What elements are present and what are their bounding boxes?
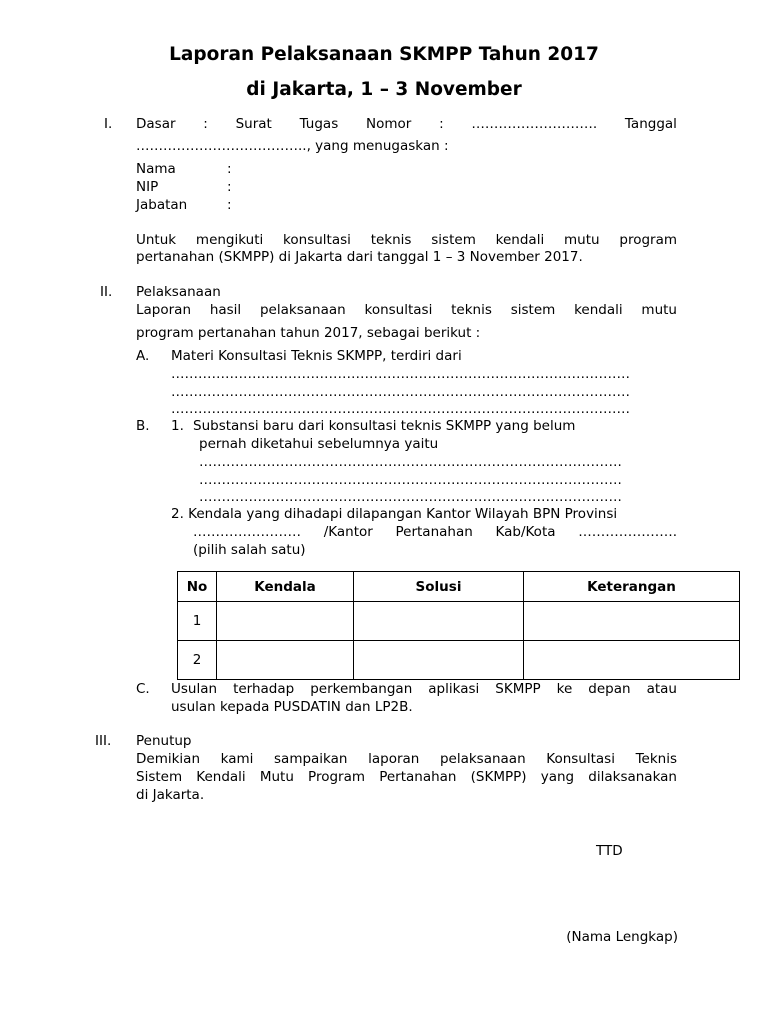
table-header-row — [178, 572, 740, 602]
item-c-label: C. — [136, 681, 150, 697]
item-b1-dots: …………………………………………………………………………………. — [199, 472, 622, 488]
penutup-line-2: Sistem Kendali Mutu Program Pertanahan (SKMPP) yang dilaksanakan — [136, 769, 677, 785]
dasar-colon: : — [203, 116, 208, 132]
title-line-2: di Jakarta, 1 – 3 November — [246, 79, 522, 100]
item-a-dots: ………………………………………………………………………………………… — [171, 401, 630, 417]
dasar-word: Surat — [235, 116, 272, 132]
field-label-nip: NIP — [136, 179, 159, 195]
signature-ttd: TTD — [596, 843, 623, 859]
item-b1-text-line-2: pernah diketahui sebelumnya yaitu — [199, 436, 439, 452]
section-2-heading: Pelaksanaan — [136, 284, 221, 300]
item-a-label: A. — [136, 348, 150, 364]
menugaskan-line: ……………………………….., yang menugaskan : — [136, 138, 449, 154]
dasar-word: Nomor — [365, 116, 412, 132]
field-label-jabatan: Jabatan — [136, 197, 188, 213]
pelaksanaan-intro-line-1: Laporan hasil pelaksanaan konsultasi teknis sistem kendali mutu — [136, 302, 677, 318]
dasar-word: Dasar — [136, 116, 176, 132]
purpose-paragraph-line-1: Untuk mengikuti konsultasi teknis sistem kendali mutu program — [136, 232, 677, 248]
item-a-dots: ………………………………………………………………………………………… — [171, 384, 630, 400]
table-cell-solusi — [354, 641, 524, 680]
pelaksanaan-intro-line-2: program pertanahan tahun 2017, sebagai berikut : — [136, 325, 481, 341]
signature-name: (Nama Lengkap) — [566, 929, 678, 945]
table-cell-keterangan — [524, 641, 740, 680]
nomor-placeholder-dots: ………………………. — [471, 116, 598, 132]
item-a-dots: ………………………………………………………………………………………… — [171, 366, 630, 382]
kendala-table — [177, 571, 740, 680]
item-c-line-1: Usulan terhadap perkembangan aplikasi SKMPP ke depan atau — [171, 681, 677, 697]
table-cell-no: 1 — [178, 602, 217, 641]
section-3-numeral: III. — [95, 733, 112, 749]
item-b1-dots: …………………………………………………………………………………. — [199, 489, 622, 505]
dasar-line — [136, 115, 677, 133]
field-colon: : — [227, 179, 232, 195]
table-cell-solusi — [354, 602, 524, 641]
item-b-label: B. — [136, 418, 150, 434]
item-b1-number: 1. — [171, 418, 184, 434]
item-b2-line-1: 2. Kendala yang dihadapi dilapangan Kantor Wilayah BPN Provinsi — [171, 506, 618, 522]
penutup-line-3: di Jakarta. — [136, 787, 205, 803]
section-1-numeral: I. — [104, 116, 113, 132]
dasar-colon: : — [439, 116, 444, 132]
item-b2-line-3: (pilih salah satu) — [193, 542, 306, 558]
table-cell-no: 2 — [178, 641, 217, 680]
table-cell-keterangan — [524, 602, 740, 641]
penutup-line-1: Demikian kami sampaikan laporan pelaksanaan Konsultasi Teknis — [136, 751, 677, 767]
table-header-kendala: Kendala — [217, 572, 354, 602]
dasar-word: Tugas — [299, 116, 339, 132]
item-c-line-2: usulan kepada PUSDATIN dan LP2B. — [171, 699, 413, 715]
item-b1-dots: …………………………………………………………………………………. — [199, 454, 622, 470]
field-label-nama: Nama — [136, 161, 176, 177]
table-cell-kendala — [217, 602, 354, 641]
table-header-no: No — [178, 572, 217, 602]
section-3-heading: Penutup — [136, 733, 192, 749]
table-header-keterangan: Keterangan — [524, 572, 740, 602]
item-b1-text-line-1: Substansi baru dari konsultasi teknis SKMPP yang belum — [193, 418, 576, 434]
field-colon: : — [227, 161, 232, 177]
item-b2-line-2: …………………… /Kantor Pertanahan Kab/Kota …………………. — [193, 524, 677, 540]
section-2-numeral: II. — [100, 284, 113, 300]
purpose-paragraph-line-2: pertanahan (SKMPP) di Jakarta dari tanggal 1 – 3 November 2017. — [136, 249, 583, 265]
table-header-solusi: Solusi — [354, 572, 524, 602]
table-cell-kendala — [217, 641, 354, 680]
dasar-word: Tanggal — [624, 116, 677, 132]
item-a-text: Materi Konsultasi Teknis SKMPP, terdiri dari — [171, 348, 462, 364]
table-row — [178, 602, 740, 641]
title-line-1: Laporan Pelaksanaan SKMPP Tahun 2017 — [169, 44, 599, 65]
field-colon: : — [227, 197, 232, 213]
table-row — [178, 641, 740, 680]
